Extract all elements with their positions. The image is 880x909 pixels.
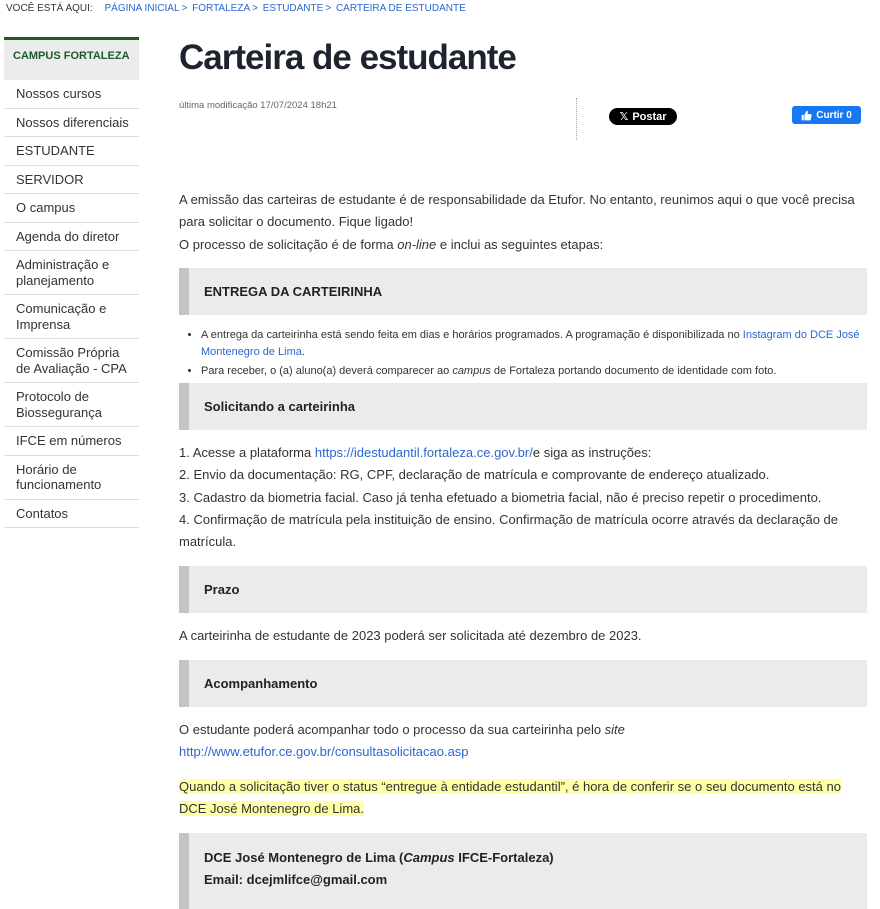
page-title: Carteira de estudante xyxy=(179,38,516,77)
sidebar-item-administracao[interactable]: Administração e planejamento xyxy=(4,251,139,295)
facebook-like-label: Curtir 0 xyxy=(816,109,852,121)
sidebar-item-nossos-diferenciais[interactable]: Nossos diferenciais xyxy=(4,109,139,138)
sidebar xyxy=(4,37,139,528)
thumbs-up-icon xyxy=(801,110,812,121)
breadcrumb-current[interactable]: CARTEIRA DE ESTUDANTE xyxy=(335,3,466,14)
intro-online-emphasis: on-line xyxy=(397,236,437,252)
step3-text: 3. Cadastro da biometria facial. Caso já tenha efetuado a biometria facial, não é preciso repetir o procedimento. xyxy=(179,489,822,505)
instagram-dce-link[interactable]: Instagram do DCE José Montenegro de Lima xyxy=(201,329,860,358)
list-item xyxy=(201,327,861,361)
sidebar-heading: CAMPUS FORTALEZA xyxy=(4,37,139,80)
site-emphasis: site xyxy=(604,722,625,737)
contact-box xyxy=(179,833,867,909)
sidebar-item-estudante[interactable]: ESTUDANTE xyxy=(4,137,139,166)
entrega-bullet2-a: Para receber, o (a) aluno(a) deverá comparecer ao xyxy=(201,365,453,377)
entrega-list xyxy=(179,327,861,382)
step1-text-b: e siga as instruções: xyxy=(532,445,652,460)
sidebar-item-horario[interactable]: Horário de funcionamento xyxy=(4,456,139,500)
intro-paragraph xyxy=(179,189,863,256)
entrega-bullet-end: . xyxy=(301,346,305,358)
x-post-button[interactable] xyxy=(609,108,677,125)
breadcrumb-estudante[interactable]: ESTUDANTE xyxy=(262,3,324,14)
contact-name xyxy=(204,847,867,869)
breadcrumb-fortaleza[interactable]: FORTALEZA xyxy=(192,3,251,14)
solicitando-steps xyxy=(179,442,863,553)
campus-emphasis: campus xyxy=(452,365,491,377)
intro-steps-text-a: O processo de solicitação é de forma xyxy=(179,236,398,252)
etufor-consulta-link[interactable]: http://www.etufor.ce.gov.br/consultasolicitacao.asp xyxy=(179,744,469,760)
sidebar-item-nossos-cursos[interactable]: Nossos cursos xyxy=(4,80,139,109)
entrega-bullet-text: A entrega da carteirinha está sendo feita em dias e horários programados. A programação é disponibilizada no xyxy=(201,329,743,341)
intro-steps-text-b: e inclui as seguintes etapas: xyxy=(436,236,604,252)
section-heading-acompanhamento: Acompanhamento xyxy=(179,660,867,707)
last-modified: última modificação 17/07/2024 18h21 xyxy=(179,100,337,111)
list-item xyxy=(201,363,861,380)
entrega-bullet2-b: de Fortaleza portando documento de identidade com foto. xyxy=(490,365,777,377)
breadcrumb-home[interactable]: PÁGINA INICIAL xyxy=(104,3,180,14)
breadcrumb-separator: > xyxy=(252,3,258,14)
sidebar-item-contatos[interactable]: Contatos xyxy=(4,500,139,529)
section-heading-prazo: Prazo xyxy=(179,566,867,613)
contact-email: Email: dcejmlifce@gmail.com xyxy=(204,872,388,887)
section-heading-entrega: ENTREGA DA CARTEIRINHA xyxy=(179,268,867,315)
facebook-like-button[interactable] xyxy=(792,106,861,124)
sidebar-item-biosseguranca[interactable]: Protocolo de Biossegurança xyxy=(4,383,139,427)
breadcrumb-label: VOCÊ ESTÁ AQUI: xyxy=(6,3,93,14)
x-logo-icon: 𝕏 xyxy=(619,111,629,123)
idestudantil-link[interactable]: https://idestudantil.fortaleza.ce.gov.br/ xyxy=(314,445,533,460)
step4-text: 4. Confirmação de matrícula pela instituição de ensino. Confirmação de matrícula ocorre através da declaração de matrícula. xyxy=(179,511,839,550)
acompanhamento-text: O estudante poderá acompanhar todo o processo da sua carteirinha pelo xyxy=(179,722,605,737)
sidebar-item-ifce-em-numeros[interactable]: IFCE em números xyxy=(4,427,139,456)
breadcrumb xyxy=(6,3,466,14)
contact-name-a: DCE José Montenegro de Lima ( xyxy=(204,850,404,865)
highlight-paragraph xyxy=(179,776,863,821)
acompanhamento-paragraph xyxy=(179,719,863,764)
prazo-text: A carteirinha de estudante de 2023 poderá ser solicitada até dezembro de 2023. xyxy=(179,628,642,643)
sidebar-item-cpa[interactable]: Comissão Própria de Avaliação - CPA xyxy=(4,339,139,383)
breadcrumb-separator: > xyxy=(181,3,188,14)
step2-text: 2. Envio da documentação: RG, CPF, declaração de matrícula e comprovante de endereço atualizado. xyxy=(179,467,770,483)
sidebar-item-servidor[interactable]: SERVIDOR xyxy=(4,166,139,195)
step1-text-a: 1. Acesse a plataforma xyxy=(179,445,315,460)
sidebar-item-comunicacao[interactable]: Comunicação e Imprensa xyxy=(4,295,139,339)
section-heading-solicitando: Solicitando a carteirinha xyxy=(179,383,867,430)
intro-text: A emissão das carteiras de estudante é de responsabilidade da Etufor. No entanto, reunimos aqui o que você precisa para solicitar o documento. Fique ligado! xyxy=(179,192,855,230)
contact-campus-emphasis: Campus xyxy=(403,850,455,865)
sidebar-item-agenda-do-diretor[interactable]: Agenda do diretor xyxy=(4,223,139,252)
sidebar-item-o-campus[interactable]: O campus xyxy=(4,194,139,223)
breadcrumb-separator: > xyxy=(325,3,332,14)
highlighted-notice: Quando a solicitação tiver o status “entregue à entidade estudantil”, é hora de conferir se o seu documento está no DCE José Montenegro de Lima. xyxy=(179,779,841,817)
contact-name-b: IFCE-Fortaleza) xyxy=(454,850,554,865)
divider xyxy=(576,98,577,140)
x-post-label: Postar xyxy=(632,110,667,123)
